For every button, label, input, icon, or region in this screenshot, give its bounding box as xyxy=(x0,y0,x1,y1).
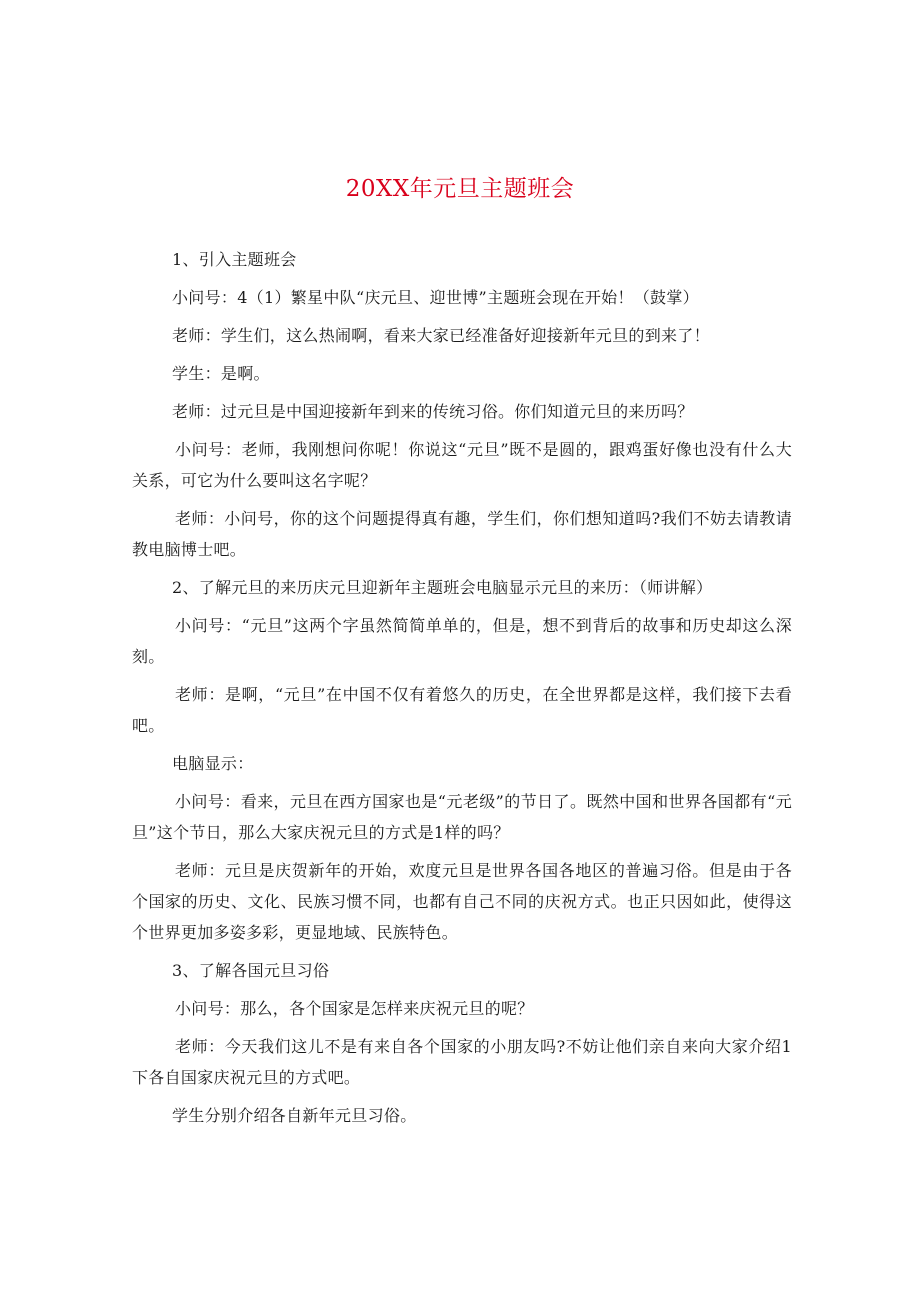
paragraph: 老师：今天我们这儿不是有来自各个国家的小朋友吗?不妨让他们亲自来向大家介绍1下各自国家庆祝元旦的方式吧。 xyxy=(132,1037,792,1087)
paragraph: 老师：是啊，“元旦”在中国不仅有着悠久的历史，在全世界都是这样，我们接下去看吧。 xyxy=(132,685,792,735)
section-heading-1: 1、引入主题班会 xyxy=(172,250,297,269)
page-title: 20XX年元旦主题班会 xyxy=(345,176,575,202)
paragraph: 小问号：4（1）繁星中队“庆元旦、迎世博”主题班会现在开始！（鼓掌） xyxy=(172,288,699,307)
paragraph: 老师：小问号，你的这个问题提得真有趣，学生们，你们想知道吗?我们不妨去请教请教电脑博士吧。 xyxy=(132,509,792,559)
paragraph: 老师：元旦是庆贺新年的开始，欢度元旦是世界各国各地区的普遍习俗。但是由于各个国家的历史、文化、民族习惯不同，也都有自己不同的庆祝方式。也正只因如此，使得这个世界更加多姿多彩，更显地域、民族特色。 xyxy=(132,861,792,942)
paragraph: 小问号：看来，元旦在西方国家也是“元老级”的节日了。既然中国和世界各国都有“元旦”这个节日，那么大家庆祝元旦的方式是1样的吗？ xyxy=(132,792,792,842)
section-heading-2: 2、了解元旦的来历庆元旦迎新年主题班会电脑显示元旦的来历：（师讲解） xyxy=(172,578,713,597)
paragraph: 小问号：老师，我刚想问你呢！你说这“元旦”既不是圆的，跟鸡蛋好像也没有什么大关系，可它为什么要叫这名字呢？ xyxy=(132,440,792,490)
section-heading-3: 3、了解各国元旦习俗 xyxy=(172,961,330,980)
paragraph: 小问号：“元旦”这两个字虽然简简单单的，但是，想不到背后的故事和历史却这么深刻。 xyxy=(132,616,792,666)
paragraph: 学生分别介绍各自新年元旦习俗。 xyxy=(172,1106,417,1125)
paragraph: 小问号：那么，各个国家是怎样来庆祝元旦的呢？ xyxy=(175,999,534,1018)
document-body xyxy=(132,244,792,1131)
paragraph: 电脑显示： xyxy=(172,754,254,773)
paragraph: 学生：是啊。 xyxy=(172,364,270,383)
paragraph: 老师：学生们，这么热闹啊，看来大家已经准备好迎接新年元旦的到来了！ xyxy=(172,326,710,345)
paragraph: 老师：过元旦是中国迎接新年到来的传统习俗。你们知道元旦的来历吗？ xyxy=(172,402,694,421)
